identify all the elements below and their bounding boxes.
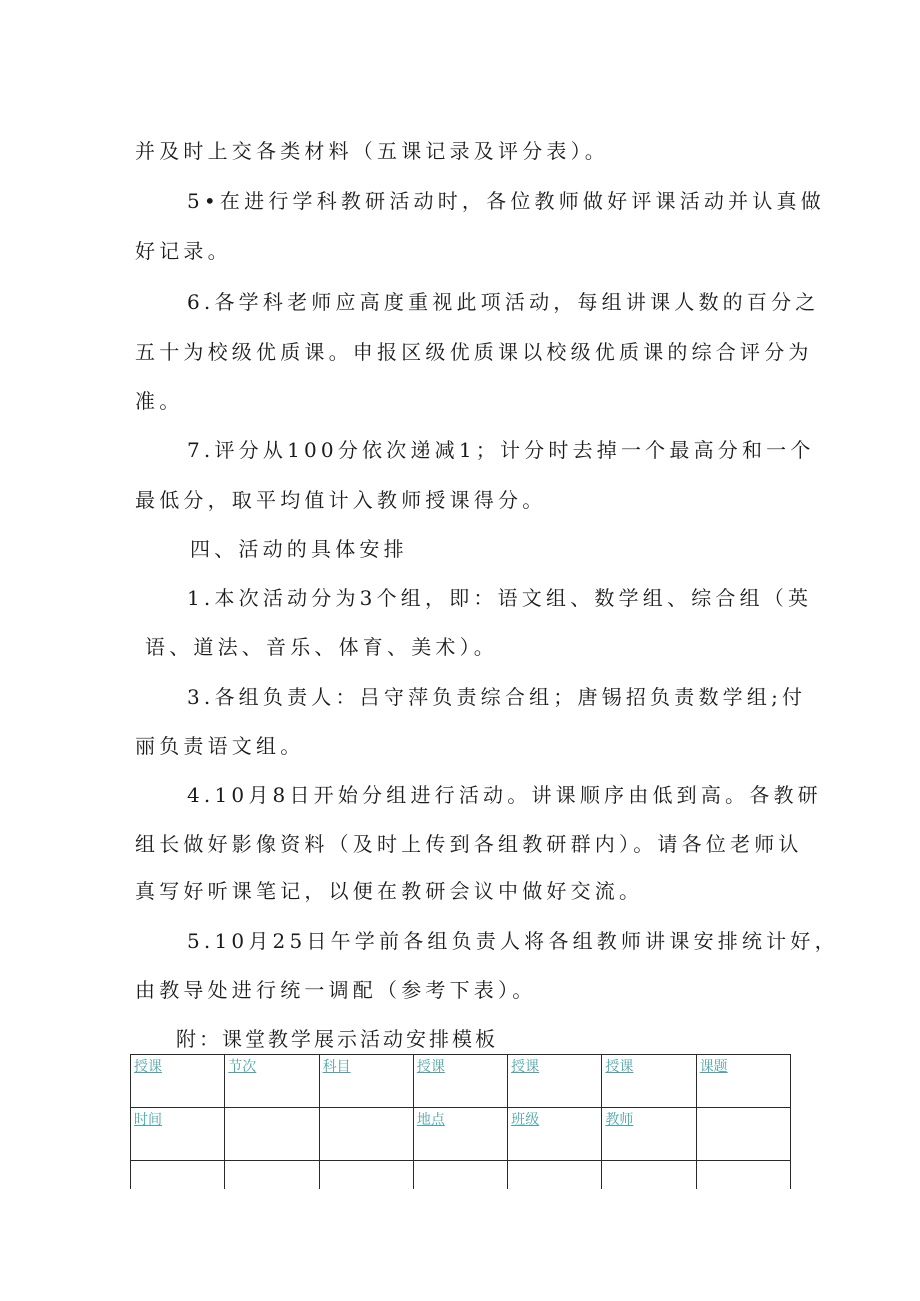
cell-link[interactable]: 时间	[134, 1112, 162, 1128]
cell-link[interactable]: 教师	[605, 1112, 634, 1128]
table-cell[interactable]	[225, 1055, 319, 1108]
table-row	[131, 1108, 791, 1161]
table-cell	[225, 1161, 319, 1190]
paragraph-line-10: 语、道法、音乐、体育、美术）。	[145, 635, 498, 659]
cell-link[interactable]: 地点	[416, 1112, 445, 1128]
table-cell	[508, 1161, 602, 1190]
cell-link[interactable]: 班级	[511, 1112, 540, 1128]
cell-link[interactable]: 授课	[511, 1059, 540, 1075]
paragraph-line-14: 组长做好影像资料（及时上传到各组教研群内）。请各位老师认	[135, 832, 803, 856]
table-cell[interactable]	[131, 1055, 225, 1108]
table-cell[interactable]	[413, 1055, 507, 1108]
table-row	[131, 1161, 791, 1190]
cell-link[interactable]: 授课	[416, 1059, 445, 1075]
table-caption: 附：课堂教学展示活动安排模板	[176, 1027, 498, 1051]
paragraph-line-11: 3.各组负责人：吕守萍负责综合组；唐锡招负责数学组;付	[187, 685, 807, 709]
table-cell[interactable]	[413, 1108, 507, 1161]
paragraph-line-2: 5•在进行学科教研活动时，各位教师做好评课活动并认真做	[187, 189, 825, 213]
paragraph-line-12: 丽负责语文组。	[135, 734, 305, 758]
paragraph-line-17: 由教导处进行统一调配（参考下表）。	[135, 978, 537, 1002]
table-cell	[131, 1161, 225, 1190]
cell-link[interactable]: 节次	[228, 1059, 257, 1075]
table-cell[interactable]	[602, 1108, 696, 1161]
table-cell	[225, 1108, 319, 1161]
schedule-table	[130, 1054, 791, 1189]
table-cell[interactable]	[696, 1055, 790, 1108]
table-row	[131, 1055, 791, 1108]
paragraph-line-6: 准。	[135, 389, 184, 413]
paragraph-line-13: 4.10月8日开始分组进行活动。讲课顺序由低到高。各教研	[187, 783, 822, 807]
cell-link[interactable]: 授课	[134, 1059, 162, 1075]
paragraph-line-8: 最低分，取平均值计入教师授课得分。	[135, 488, 547, 512]
table-cell[interactable]	[508, 1108, 602, 1161]
table-cell	[319, 1108, 413, 1161]
table-cell	[696, 1108, 790, 1161]
cell-link[interactable]: 科目	[322, 1059, 351, 1075]
table-cell	[413, 1161, 507, 1190]
paragraph-line-1: 并及时上交各类材料（五课记录及评分表）。	[135, 139, 609, 163]
paragraph-line-16: 5.10月25日午学前各组负责人将各组教师讲课安排统计好，	[187, 929, 839, 953]
cell-link[interactable]: 课题	[699, 1059, 728, 1075]
paragraph-line-4: 6.各学科老师应高度重视此项活动，每组讲课人数的百分之	[187, 290, 820, 314]
paragraph-line-9: 1.本次活动分为3个组，即：语文组、数学组、综合组（英	[187, 586, 813, 610]
table-cell	[602, 1161, 696, 1190]
cell-link[interactable]: 授课	[605, 1059, 634, 1075]
paragraph-line-7: 7.评分从100分依次递减1；计分时去掉一个最高分和一个	[187, 438, 815, 462]
paragraph-line-3: 好记录。	[135, 239, 232, 263]
table-cell	[319, 1161, 413, 1190]
paragraph-line-5: 五十为校级优质课。申报区级优质课以校级优质课的综合评分为	[135, 340, 813, 364]
section-heading: 四、活动的具体安排	[190, 537, 408, 561]
table-cell[interactable]	[319, 1055, 413, 1108]
paragraph-line-15: 真写好听课笔记，以便在教研会议中做好交流。	[135, 879, 644, 903]
table-cell[interactable]	[131, 1108, 225, 1161]
table-cell[interactable]	[508, 1055, 602, 1108]
table-cell	[696, 1161, 790, 1190]
table-cell[interactable]	[602, 1055, 696, 1108]
